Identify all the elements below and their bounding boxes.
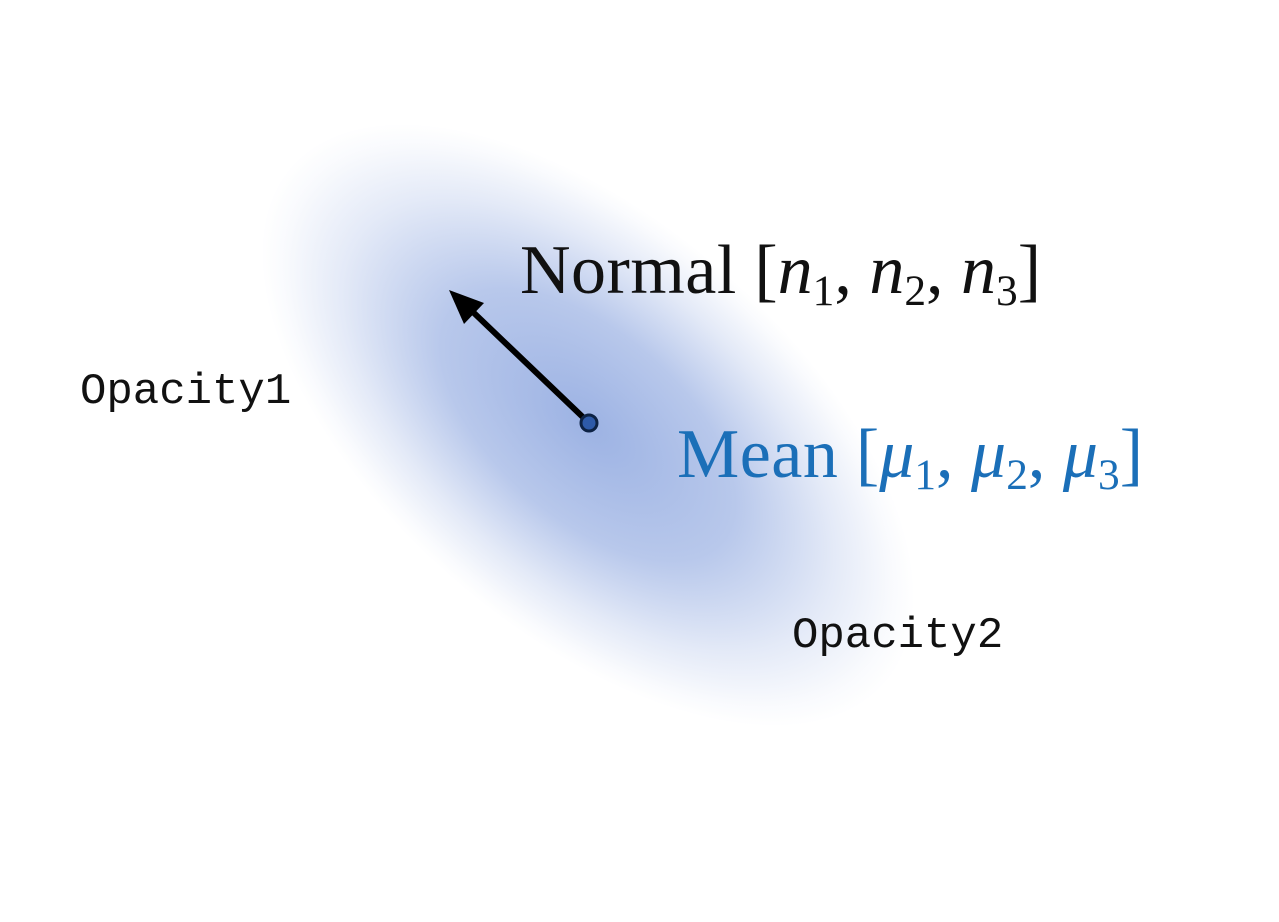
normal-comma: , xyxy=(926,232,944,309)
mean-comma: , xyxy=(936,416,954,493)
normal-comma: , xyxy=(834,232,852,309)
normal-close-bracket: ] xyxy=(1017,232,1042,309)
normal-component-3: $n_3$ xyxy=(961,232,1018,316)
opacity1-label: Opacity1 xyxy=(80,367,292,417)
normal-component-1: $n_1$ xyxy=(777,232,835,316)
normal-open-bracket: [ xyxy=(754,232,778,309)
mean-word: Mean xyxy=(677,416,839,493)
normal-label xyxy=(520,232,1042,316)
mean-comma: , xyxy=(1027,416,1046,493)
normal-component-2: $n_2$ xyxy=(869,232,927,316)
opacity2-label: Opacity2 xyxy=(792,611,1004,661)
mean-label xyxy=(677,416,1144,500)
mean-component-1: $\mu_1$ xyxy=(879,416,937,500)
mean-open-bracket: [ xyxy=(855,416,880,493)
mean-close-bracket: ] xyxy=(1119,416,1144,493)
mean-component-2: $\mu_2$ xyxy=(971,416,1028,500)
mean-component-3: $\mu_3$ xyxy=(1062,416,1120,500)
normal-word: Normal xyxy=(520,232,737,309)
mean-point xyxy=(581,415,597,431)
